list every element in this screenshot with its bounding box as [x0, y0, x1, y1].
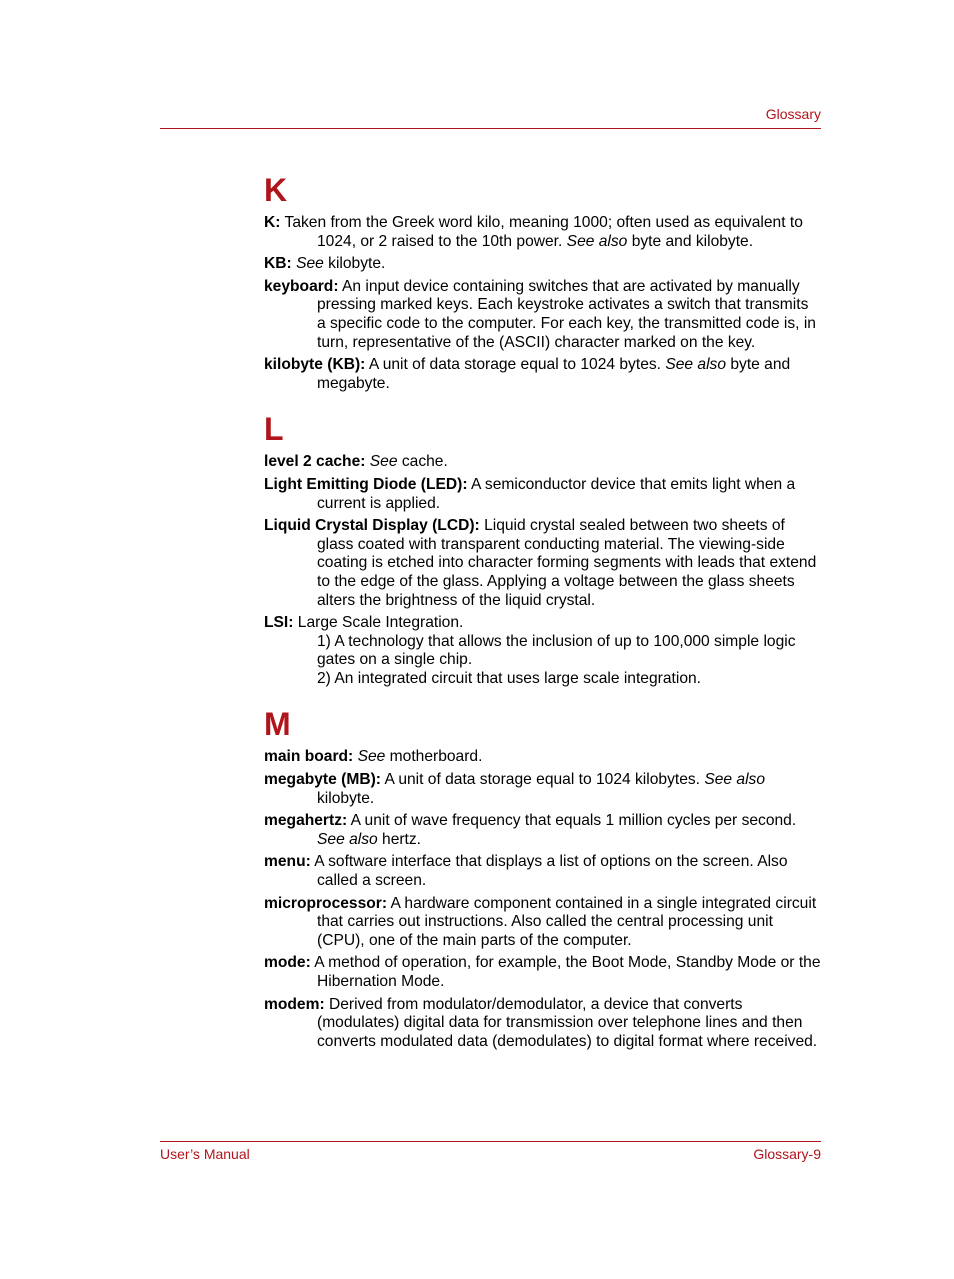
entry-term: LSI: [264, 614, 294, 632]
page-number: Glossary-9 [753, 1146, 821, 1162]
entry-text: A semiconductor device that emits light when a current is applied. [317, 475, 796, 512]
section-letter: L [264, 411, 284, 448]
glossary-entry [264, 996, 821, 1052]
entry-subitem: 2) An integrated circuit that uses large scale integration. [317, 669, 701, 687]
glossary-entry [264, 812, 821, 849]
glossary-entry [264, 255, 821, 274]
entry-text: A method of operation, for example, the Boot Mode, Standby Mode or the Hibernation Mode. [310, 954, 821, 990]
entry-text: A unit of wave frequency that equals 1 million cycles per second. [347, 812, 797, 830]
entry-term: microprocessor: [264, 894, 388, 912]
glossary-entry [264, 748, 821, 767]
entry-text: Taken from the Greek word kilo, meaning 1000; often used as equivalent to 1024, or 2 raised to the 10th power. [280, 214, 803, 250]
glossary-entry [264, 476, 821, 513]
entry-subitem: 1) A technology that allows the inclusion of up to 100,000 simple logic gates on a single chip. [317, 632, 796, 669]
entry-text-after: hertz. [377, 830, 422, 848]
entry-see: See also [704, 771, 766, 789]
section-letter: K [264, 172, 288, 208]
entry-see: See also [665, 356, 727, 374]
entry-text-after: cache. [397, 453, 448, 471]
entry-text: A software interface that displays a list of options on the screen. Also called a screen. [310, 853, 788, 890]
entry-term: Liquid Crystal Display (LCD): [264, 517, 480, 535]
entry-text: Derived from modulator/demodulator, a device that converts (modulates) digital data for transmission over telephone lines and then converts modulated data (demodulates) to digital format where received. [317, 995, 818, 1050]
footer-manual-title: User’s Manual [160, 1146, 250, 1162]
entry-see: See [296, 255, 324, 273]
entry-text-after: motherboard. [385, 748, 483, 766]
section-l [264, 413, 821, 688]
glossary-entry [264, 356, 821, 393]
glossary-entry [264, 771, 821, 808]
entry-text: An input device containing switches that are activated by manually pressing marked keys. Each keystroke activates a switch that transmits a specific code to the computer. For each key, the transmitted code is, in turn, representative of the (ASCII) character marked on the key. [317, 277, 816, 351]
glossary-entry [264, 614, 821, 633]
entry-text: A hardware component contained in a single integrated circuit that carries out instructions. Also called the central processing unit (CPU), one of the main parts of the computer. [317, 894, 817, 949]
entry-see: See also [566, 232, 628, 250]
entry-text: Liquid crystal sealed between two sheets of glass coated with transparent conducting material. The viewing-side coating is etched into character forming segments with leads that extend to the edge of the glass. Applying a voltage between the glass sheets alters the brightness of the liquid crystal. [317, 517, 817, 609]
entry-see: See also [317, 830, 378, 848]
entry-see: See [357, 748, 386, 766]
glossary-entry [264, 954, 821, 991]
entry-term: menu: [264, 853, 311, 871]
entry-text: A unit of data storage equal to 1024 bytes. [365, 356, 666, 374]
entry-text: A unit of data storage equal to 1024 kilobytes. [380, 771, 705, 789]
glossary-entry [264, 895, 821, 951]
entry-term: K: [264, 214, 281, 231]
running-header: Glossary [765, 106, 821, 122]
entry-term: level 2 cache: [264, 453, 366, 471]
section-k [264, 174, 821, 393]
glossary-entry [264, 453, 821, 472]
entry-term: megahertz: [264, 812, 348, 830]
section-m [264, 708, 821, 1051]
entry-term: KB: [264, 255, 292, 273]
glossary-entry [264, 214, 821, 251]
footer-rule [160, 1141, 821, 1142]
entry-term: mode: [264, 954, 311, 972]
entry-term: main board: [264, 748, 354, 766]
header-rule [160, 128, 821, 129]
entry-text: Large Scale Integration. [293, 614, 464, 632]
entry-term: Light Emitting Diode (LED): [264, 475, 468, 493]
entry-text-after: byte and kilobyte. [627, 232, 754, 250]
entry-term: modem: [264, 995, 325, 1013]
entry-term: megabyte (MB): [264, 771, 381, 789]
glossary-content [264, 168, 821, 1055]
entry-see: See [369, 453, 398, 471]
glossary-entry [264, 278, 821, 352]
entry-term: keyboard: [264, 277, 339, 295]
entry-text-after: byte and megabyte. [317, 356, 791, 392]
glossary-entry [264, 517, 821, 610]
section-letter: M [264, 706, 291, 743]
entry-text-after: kilobyte. [323, 255, 386, 273]
glossary-entry [264, 853, 821, 890]
entry-text-after: kilobyte. [317, 789, 375, 807]
entry-term: kilobyte (KB): [264, 356, 366, 374]
